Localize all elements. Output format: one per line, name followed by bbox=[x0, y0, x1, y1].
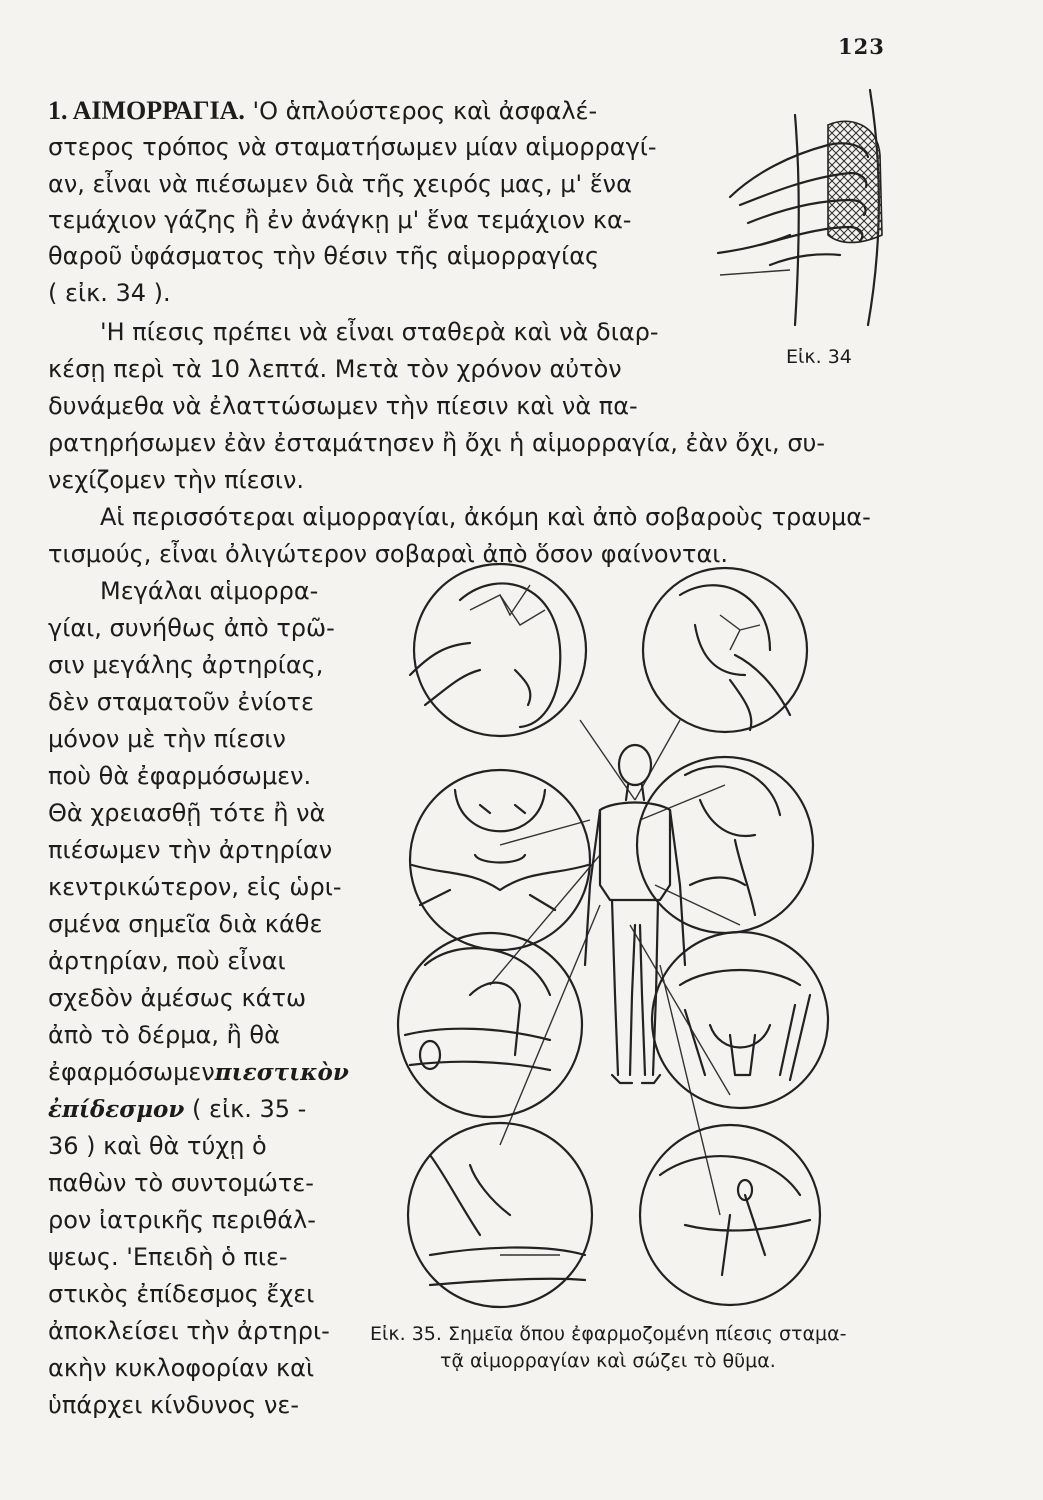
para4-line: πιέσωμεν τὴν ἀρτηρίαν bbox=[48, 836, 333, 864]
para4-line-mixed bbox=[48, 1060, 349, 1084]
para4-line: σιν μεγάλης ἀρτηρίας, bbox=[48, 651, 324, 679]
emphasis-term: ἐπίδεσμον bbox=[48, 1096, 185, 1123]
para3-line: Αἱ περισσότεραι αἱμορραγίαι, ἀκόμη καὶ ἀπὸ σοβαροὺς τραυμα- bbox=[100, 503, 871, 531]
section-heading: 1. ΑΙΜΟΡΡΑΓΙΑ. bbox=[48, 96, 245, 125]
pressure-circle-groin bbox=[652, 932, 828, 1108]
para1-line: τεμάχιον γάζης ἢ ἐν ἀνάγκῃ μ' ἕνα τεμάχιον κα- bbox=[48, 206, 632, 234]
para4-line: σχεδὸν ἀμέσως κάτω bbox=[48, 984, 307, 1012]
pressure-circle-arm bbox=[398, 933, 582, 1117]
para1-line: 'Ο ἁπλούστερος καὶ ἀσφαλέ- bbox=[252, 97, 598, 125]
page-number: 123 bbox=[838, 34, 885, 59]
para2-line: νεχίζομεν τὴν πίεσιν. bbox=[48, 466, 304, 494]
figure-35-illustration bbox=[350, 555, 900, 1315]
figure-35-caption-line: Εἰκ. 35. Σημεῖα ὅπου ἐφαρμοζομένη πίεσις σταμα- bbox=[370, 1323, 847, 1345]
para1-line: ( εἰκ. 34 ). bbox=[48, 279, 171, 307]
para2-line: 'Η πίεσις πρέπει νὰ εἶναι σταθερὰ καὶ νὰ διαρ- bbox=[100, 318, 659, 346]
figure-35-caption-line: τᾷ αἱμορραγίαν καὶ σώζει τὸ θῦμα. bbox=[440, 1350, 776, 1372]
pressure-circle-neck bbox=[410, 770, 590, 950]
heading-line bbox=[48, 98, 597, 124]
para1-line: αν, εἶναι νὰ πιέσωμεν διὰ τῆς χειρός μας, μ' ἕνα bbox=[48, 170, 632, 198]
para4-text: ( εἰκ. 35 - bbox=[192, 1095, 307, 1123]
para4-line: Θὰ χρειασθῇ τότε ἢ νὰ bbox=[48, 799, 326, 827]
para4-line: Μεγάλαι αἱμορρα- bbox=[100, 577, 319, 605]
pressure-circle-forearm bbox=[408, 1123, 592, 1307]
para2-line: κέσῃ περὶ τὰ 10 λεπτά. Μετὰ τὸν χρόνον αὐτὸν bbox=[48, 355, 622, 383]
para4-line: ρον ἰατρικῆς περιθάλ- bbox=[48, 1206, 316, 1234]
para4-line: ψεως. 'Επειδὴ ὁ πιε- bbox=[48, 1243, 288, 1271]
para4-line: ἀποκλείσει τὴν ἀρτηρι- bbox=[48, 1317, 330, 1345]
para4-line: γίαι, συνήθως ἀπὸ τρῶ- bbox=[48, 614, 335, 642]
pressure-circle-jaw bbox=[643, 568, 807, 732]
para4-line: σμένα σημεῖα διὰ κάθε bbox=[48, 910, 323, 938]
para2-line: δυνάμεθα νὰ ἐλαττώσωμεν τὴν πίεσιν καὶ νὰ πα- bbox=[48, 392, 638, 420]
para1-line: στερος τρόπος νὰ σταματήσωμεν μίαν αἱμορραγί- bbox=[48, 133, 657, 161]
para4-line-mixed bbox=[48, 1097, 306, 1121]
pressure-circle-thigh bbox=[640, 1125, 820, 1305]
figure-34-illustration bbox=[700, 85, 900, 355]
para4-line: ἀπὸ τὸ δέρμα, ἢ θὰ bbox=[48, 1021, 280, 1049]
figure-34-caption: Εἰκ. 34 bbox=[786, 346, 852, 368]
para2-line: ρατηρήσωμεν ἐὰν ἐσταμάτησεν ἢ ὄχι ἡ αἱμορραγία, ἐὰν ὄχι, συ- bbox=[48, 429, 826, 457]
para4-line: ποὺ θὰ ἐφαρμόσωμεν. bbox=[48, 762, 312, 790]
para4-line: ακὴν κυκλοφορίαν καὶ bbox=[48, 1354, 315, 1382]
para4-line: 36 ) καὶ θὰ τύχῃ ὁ bbox=[48, 1132, 267, 1160]
para4-line: ἀρτηρίαν, ποὺ εἶναι bbox=[48, 947, 286, 975]
para3-line: τισμούς, εἶναι ὀλιγώτερον σοβαραὶ ἀπὸ ὅσον φαίνονται. bbox=[48, 540, 729, 568]
pressure-circle-head bbox=[410, 564, 586, 736]
para4-line: παθὼν τὸ συντομώτε- bbox=[48, 1169, 314, 1197]
para1-line: θαροῦ ὑφάσματος τὴν θέσιν τῆς αἱμορραγίας bbox=[48, 242, 600, 270]
para4-line: μόνον μὲ τὴν πίεσιν bbox=[48, 725, 286, 753]
emphasis-term: πιεστικὸν bbox=[214, 1059, 349, 1086]
para4-line: ὑπάρχει κίνδυνος νε- bbox=[48, 1391, 300, 1419]
pressure-circle-neck-side bbox=[637, 757, 813, 933]
para4-line: δὲν σταματοῦν ἐνίοτε bbox=[48, 688, 314, 716]
para4-text: ἐφαρμόσωμεν bbox=[48, 1058, 215, 1086]
para4-line: κεντρικώτερον, εἰς ὡρι- bbox=[48, 873, 342, 901]
para4-line: στικὸς ἐπίδεσμος ἔχει bbox=[48, 1280, 315, 1308]
